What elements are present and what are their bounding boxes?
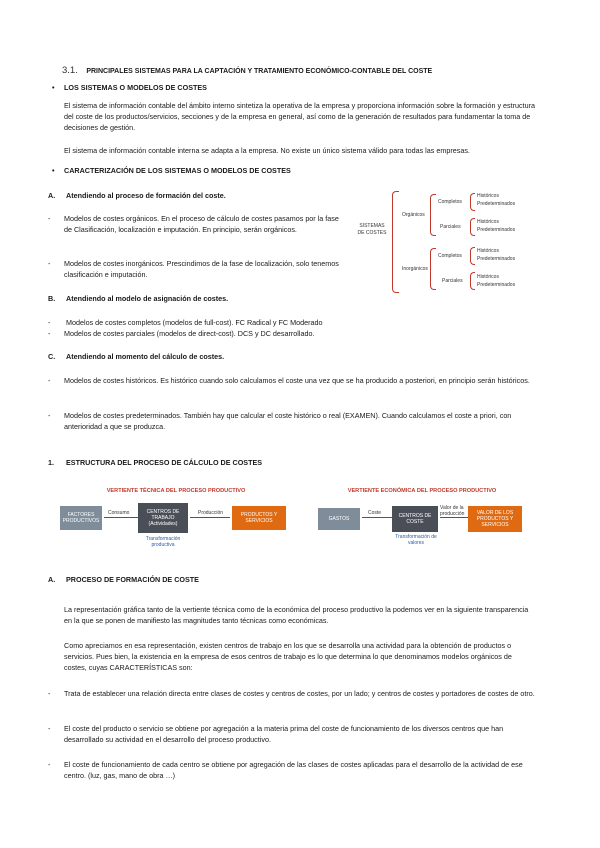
arrow-coste-label: Coste	[368, 510, 382, 516]
root-brace	[392, 191, 399, 293]
dash-icon: -	[48, 411, 51, 420]
paragraph-3: La representación gráfica tanto de la vertiente técnica como de la económica del proceso productivo la podemos ver en la siguiente transparencia en la que se ponen de manifiesto las magnitudes tanto técnicas como económicas.	[64, 605, 529, 625]
inorganic-models-text: Modelos de costes inorgánicos. Prescindimos de la fase de localización, solo tenemos clasificación e imputación.	[64, 259, 339, 279]
item-a-letter: A.	[48, 191, 56, 200]
leaf-brace	[470, 193, 475, 211]
tree-org-completos: Completos	[438, 199, 462, 205]
bullet-icon: •	[52, 83, 55, 92]
paragraph-4: Como apreciamos en esa representación, existen centros de trabajo en los que se desarrolla una actividad para la obtención de productos o servicios. Pues bien, la existencia en la empresa de esos centros de trabajo es lo que determina lo que denominamos modelos orgánicos de costes, cuyas CARACTERÍSTICAS son:	[64, 641, 512, 672]
b-line-2: Modelos de costes parciales (modelos de direct-cost). DCS y DC desarrollado.	[64, 329, 315, 338]
characteristic-2: El coste del producto o servicio se obtiene por agregación a la materia prima del coste de funcionamiento de los diversos centros que han desarrollado su actividad en el desarrollo del proceso productivo.	[64, 724, 504, 744]
leaf-brace	[470, 218, 475, 236]
valor-productos-box: VALOR DE LOS PRODUCTOS Y SERVICIOS	[468, 506, 522, 532]
technical-diagram-title: VERTIENTE TÉCNICA DEL PROCESO PRODUCTIVO	[106, 488, 246, 494]
dash-icon: -	[48, 376, 51, 385]
arrow-consumo	[104, 517, 138, 518]
heading-1-number: 1.	[48, 458, 54, 467]
c-line-1: Modelos de costes históricos. Es histórico cuando solo calculamos el coste una vez que se ha producido a posteriori, en principio serán históricos.	[64, 376, 530, 385]
factores-box: FACTORES PRODUCTIVOS	[60, 506, 102, 530]
item-b-letter: B.	[48, 294, 56, 303]
item-a-text: Atendiendo al proceso de formación del coste.	[66, 191, 226, 200]
tree-predeterminados: Predeterminados	[477, 256, 516, 262]
tree-predeterminados: Predeterminados	[477, 282, 516, 288]
tree-organicos: Orgánicos	[402, 212, 425, 218]
dash-icon: -	[48, 259, 51, 268]
dash-icon: -	[48, 760, 51, 769]
leaf-brace	[470, 247, 475, 265]
economic-caption: Transformación de valores	[395, 534, 437, 546]
technical-caption: Transformación productiva	[145, 536, 181, 548]
organic-models-text: Modelos de costes orgánicos. En el proceso de cálculo de costes pasamos por la fase de Clasificación, localización e imputación. En principio, serán orgánicos.	[64, 214, 339, 234]
b-line-1: Modelos de costes completos (modelos de full-cost). FC Radical y FC Moderado	[66, 318, 323, 327]
c-line-2: Modelos de costes predeterminados. También hay que calcular el coste histórico o real (EXAMEN). Cuando calculamos el coste a priori, con anterioridad a que se produzca.	[64, 411, 512, 431]
dash-icon: -	[48, 214, 51, 223]
tree-inorganicos: Inorgánicos	[402, 266, 428, 272]
bullet-icon: •	[52, 166, 55, 175]
tree-historicos: Históricos	[477, 274, 499, 280]
dash-icon: -	[48, 318, 51, 327]
tree-predeterminados: Predeterminados	[477, 201, 516, 207]
section-number: 3.1.	[62, 65, 78, 76]
dash-icon: -	[48, 724, 51, 733]
productos-box: PRODUCTOS Y SERVICIOS	[232, 506, 286, 530]
paragraph-1: El sistema de información contable del ámbito interno sintetiza la operativa de la empresa y proporciona información sobre la formación y estructura del coste de los productos/servicios, secciones y de la empresa en general, así como de la generación de resultados para fundamentar la toma de decisiones de gestión.	[64, 101, 536, 132]
arrow-produccion	[190, 517, 230, 518]
tree-historicos: Históricos	[477, 193, 499, 199]
item-a2-letter: A.	[48, 575, 56, 584]
item-b-text: Atendiendo al modelo de asignación de costes.	[66, 294, 229, 303]
leaf-brace	[470, 272, 475, 290]
characteristic-3: El coste de funcionamiento de cada centro se obtiene por agregación de las clases de costes aplicadas para el desarrollo de la actividad de ese centro. (luz, gas, mano de obra …)	[64, 760, 523, 780]
inorganic-brace	[430, 248, 436, 290]
paragraph-2: El sistema de información contable interna se adapta a la empresa. No existe un único sistema válido para todas las empresas.	[64, 146, 470, 155]
organic-brace	[430, 194, 436, 236]
arrow-coste	[362, 517, 392, 518]
centros-trabajo-box: CENTROS DE TRABAJO (Actividades)	[138, 503, 188, 533]
arrow-produccion-label: Producción	[198, 510, 224, 516]
section-title	[62, 60, 562, 78]
tree-inorg-parciales: Parciales	[442, 278, 463, 284]
item-c-text: Atendiendo al momento del cálculo de costes.	[66, 352, 225, 361]
gastos-box: GASTOS	[318, 508, 360, 530]
tree-inorg-completos: Completos	[438, 253, 462, 259]
economic-diagram-title: VERTIENTE ECONÓMICA DEL PROCESO PRODUCTIVO	[347, 488, 497, 494]
centros-coste-box: CENTROS DE COSTE	[392, 506, 438, 532]
characteristic-1: Trata de establecer una relación directa entre clases de costes y centros de costes, por un lado; y centros de costes y portadores de costes de otro.	[64, 689, 535, 698]
arrow-valor	[440, 517, 468, 518]
bullet-systems-heading: LOS SISTEMAS O MODELOS DE COSTES	[64, 83, 207, 92]
tree-root: SISTEMAS DE COSTES	[357, 223, 387, 236]
arrow-consumo-label: Consumo	[108, 510, 130, 516]
bullet-characterization-heading: CARACTERIZACIÓN DE LOS SISTEMAS O MODELOS DE COSTES	[64, 166, 291, 175]
section-title-text: PRINCIPALES SISTEMAS PARA LA CAPTACIÓN Y TRATAMIENTO ECONÓMICO-CONTABLE DEL COSTE	[86, 68, 433, 75]
tree-historicos: Históricos	[477, 248, 499, 254]
item-c-letter: C.	[48, 352, 56, 361]
tree-historicos: Históricos	[477, 219, 499, 225]
dash-icon: -	[48, 329, 51, 338]
heading-1-text: ESTRUCTURA DEL PROCESO DE CÁLCULO DE COSTES	[66, 458, 263, 467]
tree-org-parciales: Parciales	[440, 224, 461, 230]
dash-icon: -	[48, 689, 51, 698]
item-a2-text: PROCESO DE FORMACIÓN DE COSTE	[66, 575, 199, 584]
arrow-valor-label: Valor de la producción	[440, 505, 465, 517]
tree-predeterminados: Predeterminados	[477, 227, 516, 233]
